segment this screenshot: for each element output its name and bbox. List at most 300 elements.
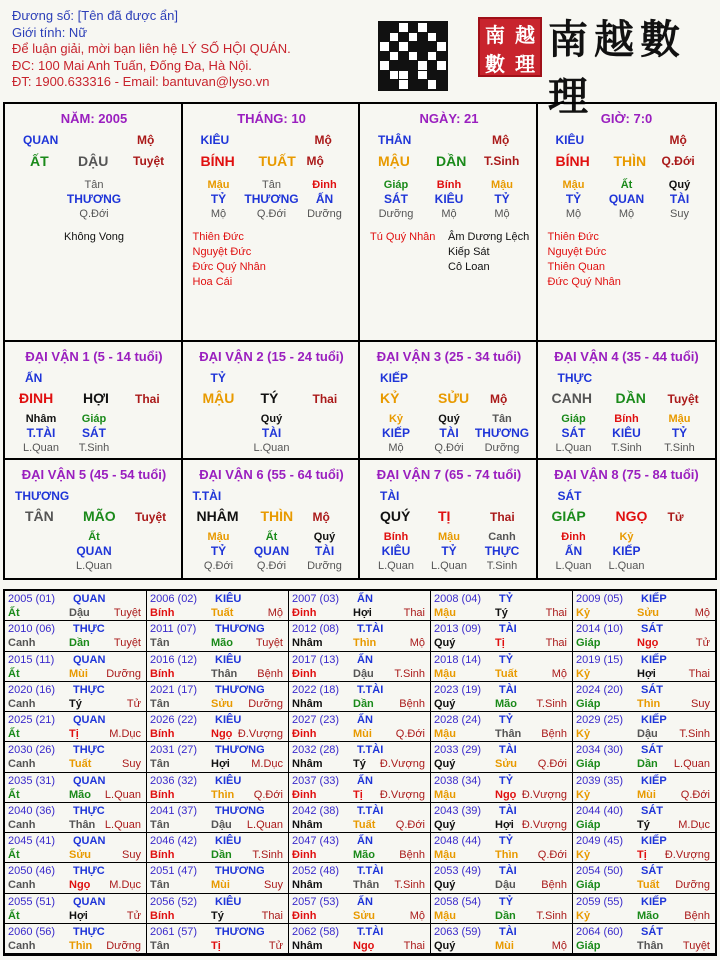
year-god: QUAN bbox=[73, 714, 106, 726]
year-label: 2059 (55) bbox=[576, 895, 624, 908]
luck-branch: NGỌ bbox=[615, 508, 648, 524]
year-stem: Mậu bbox=[434, 667, 456, 680]
year-stage: Mộ bbox=[409, 637, 425, 650]
luck-row-2 bbox=[5, 460, 715, 578]
year-stem: Mậu bbox=[434, 788, 456, 801]
year-stage: Q.Đới bbox=[395, 818, 425, 831]
luck-hidden-god: TÀI bbox=[439, 426, 459, 440]
year-god: THƯƠNG bbox=[215, 925, 265, 938]
year-stem: Bính bbox=[150, 788, 175, 801]
year-god: TỶ bbox=[499, 774, 514, 787]
luck-hidden-god: QUAN bbox=[76, 544, 112, 558]
luck-hidden-stem: Tân bbox=[492, 413, 512, 425]
year-cell bbox=[147, 863, 289, 893]
year-stem: Kỷ bbox=[576, 728, 591, 740]
year-label: 2028 (24) bbox=[434, 714, 482, 726]
year-branch: Mùi bbox=[637, 788, 656, 801]
luck-hidden-god: THƯƠNG bbox=[474, 426, 530, 440]
year-branch: Thìn bbox=[69, 939, 93, 952]
year-branch: Mão bbox=[637, 909, 659, 922]
year-god: ẤN bbox=[357, 835, 373, 847]
year-stage: Suy bbox=[122, 849, 141, 861]
pillar-1 bbox=[183, 104, 361, 340]
year-cell bbox=[431, 621, 573, 651]
year-label: 2012 (08) bbox=[292, 623, 340, 636]
year-cell bbox=[573, 894, 715, 924]
luck-hidden-stem: Ất bbox=[88, 531, 100, 543]
special-star: Đức Quý Nhân bbox=[192, 261, 266, 273]
year-god: T.TÀI bbox=[357, 865, 384, 878]
year-cell bbox=[573, 863, 715, 893]
luck-hidden-stage: L.Quan bbox=[22, 442, 60, 454]
year-cell bbox=[147, 894, 289, 924]
luck-hidden-stage: Q.Đới bbox=[256, 560, 287, 572]
luck-period-5 bbox=[5, 460, 183, 578]
year-stage: T.Sinh bbox=[394, 667, 425, 680]
year-stage: Dưỡng bbox=[248, 697, 283, 710]
year-god: SÁT bbox=[641, 925, 663, 938]
heavenly-stem: MẬU bbox=[378, 153, 410, 169]
year-cell bbox=[431, 863, 573, 893]
year-cell bbox=[431, 833, 573, 863]
year-stem: Kỷ bbox=[576, 667, 591, 680]
year-cell bbox=[147, 682, 289, 712]
year-branch: Dậu bbox=[637, 728, 658, 740]
year-label: 2007 (03) bbox=[292, 593, 340, 605]
year-branch: Thân bbox=[353, 879, 380, 892]
year-cell bbox=[573, 773, 715, 803]
hidden-god: TỶ bbox=[494, 192, 510, 206]
year-cell bbox=[431, 652, 573, 682]
hidden-stem: Quý bbox=[668, 179, 691, 191]
luck-stage: Mộ bbox=[312, 510, 330, 524]
luck-branch: TÝ bbox=[260, 390, 279, 406]
luck-hidden-stage: L.Quan bbox=[253, 442, 290, 454]
year-stem: Đinh bbox=[292, 728, 317, 740]
year-stem: Canh bbox=[8, 637, 36, 650]
hidden-god: THƯƠNG bbox=[244, 192, 299, 206]
year-stem: Mậu bbox=[434, 909, 456, 922]
pillar-0 bbox=[5, 104, 183, 340]
year-cell bbox=[431, 894, 573, 924]
year-stem: Đinh bbox=[292, 788, 317, 801]
year-stem: Nhâm bbox=[292, 697, 323, 710]
year-label: 2020 (16) bbox=[8, 683, 56, 696]
year-god: KIẾP bbox=[641, 714, 667, 726]
year-cell bbox=[5, 773, 147, 803]
year-stage: Thai bbox=[403, 939, 425, 952]
hidden-god: KIÊU bbox=[434, 192, 464, 206]
year-branch: Sửu bbox=[211, 697, 234, 710]
address-line: ĐC: 100 Mai Anh Tuấn, Đống Đa, Hà Nội. bbox=[12, 57, 252, 73]
pillar-top-god: KIÊU bbox=[200, 133, 230, 147]
annual-luck-grid bbox=[3, 589, 717, 956]
year-label: 2048 (44) bbox=[434, 835, 482, 847]
year-branch: Dần bbox=[495, 909, 516, 922]
luck-title: ĐẠI VẬN 4 (35 - 44 tuổi) bbox=[554, 349, 699, 364]
year-branch: Sửu bbox=[69, 849, 92, 861]
luck-hidden-stem: Bính bbox=[614, 413, 639, 425]
year-cell bbox=[5, 652, 147, 682]
year-stem: Giáp bbox=[576, 879, 601, 892]
year-label: 2024 (20) bbox=[576, 683, 624, 696]
year-god: KIẾP bbox=[641, 835, 667, 847]
year-cell bbox=[147, 833, 289, 863]
year-god: QUAN bbox=[73, 774, 106, 787]
luck-hidden-stage: T.Sinh bbox=[486, 560, 518, 572]
year-god: T.TÀI bbox=[357, 804, 384, 817]
luck-stage: Tuyệt bbox=[667, 392, 699, 406]
year-god: ẤN bbox=[357, 895, 373, 908]
luck-stem: KỶ bbox=[380, 390, 400, 406]
year-stage: Suy bbox=[264, 879, 283, 892]
year-cell bbox=[147, 924, 289, 954]
year-stage: Q.Đới bbox=[253, 788, 283, 801]
luck-stage: Thai bbox=[135, 392, 160, 406]
year-god: ẤN bbox=[357, 714, 373, 726]
year-label: 2027 (23) bbox=[292, 714, 340, 726]
year-label: 2005 (01) bbox=[8, 593, 56, 605]
luck-hidden-god: THỰC bbox=[484, 544, 520, 558]
luck-branch: MÃO bbox=[83, 508, 116, 524]
luck-title: ĐẠI VẬN 8 (75 - 84 tuổi) bbox=[554, 467, 699, 482]
year-label: 2060 (56) bbox=[8, 925, 56, 938]
year-branch: Ngọ bbox=[637, 637, 659, 650]
luck-stage: Mộ bbox=[490, 392, 508, 406]
year-branch: Thìn bbox=[353, 637, 377, 650]
luck-title: ĐẠI VẬN 2 (15 - 24 tuổi) bbox=[199, 349, 344, 364]
hidden-stage: Mộ bbox=[494, 208, 510, 220]
year-stem: Canh bbox=[8, 879, 36, 892]
year-god: T.TÀI bbox=[357, 683, 384, 696]
year-stage: Đ.Vượng bbox=[237, 728, 283, 740]
year-stage: Mộ bbox=[694, 607, 710, 619]
hidden-stem: Bính bbox=[436, 179, 462, 191]
luck-hidden-god: TÀI bbox=[314, 544, 335, 558]
year-branch: Dậu bbox=[353, 667, 374, 680]
year-stage: Bệnh bbox=[257, 667, 283, 680]
hidden-stage: Dưỡng bbox=[307, 208, 342, 220]
year-stage: Tuyệt bbox=[255, 637, 283, 650]
year-branch: Thân bbox=[211, 667, 238, 680]
year-branch: Thân bbox=[637, 939, 664, 952]
hidden-god: ẤN bbox=[315, 192, 334, 206]
year-stem: Quý bbox=[434, 697, 456, 710]
year-cell bbox=[5, 742, 147, 772]
luck-period-4 bbox=[538, 342, 715, 458]
year-stem: Giáp bbox=[576, 818, 601, 831]
life-stage: Mộ bbox=[306, 154, 324, 168]
year-stage: Bệnh bbox=[541, 728, 567, 740]
year-branch: Sửu bbox=[637, 607, 660, 619]
year-stem: Bính bbox=[150, 728, 175, 740]
phone-email-line: ĐT: 1900.633316 - Email: bantuvan@lyso.vn bbox=[12, 74, 270, 89]
year-stage: Thai bbox=[545, 607, 567, 619]
earthly-branch: DẬU bbox=[78, 153, 109, 169]
year-god: SÁT bbox=[641, 865, 663, 878]
year-cell bbox=[573, 924, 715, 954]
luck-hidden-god: KIẾP bbox=[612, 544, 641, 558]
year-cell bbox=[431, 591, 573, 621]
year-label: 2052 (48) bbox=[292, 865, 340, 878]
pillar-title: THÁNG: 10 bbox=[237, 111, 306, 126]
year-stage: Thai bbox=[403, 607, 425, 619]
special-star: Cô Loan bbox=[448, 261, 490, 273]
year-stem: Nhâm bbox=[292, 818, 323, 831]
year-cell bbox=[573, 712, 715, 742]
year-branch: Dậu bbox=[495, 879, 516, 892]
special-star: Thiên Đức bbox=[192, 231, 244, 243]
hidden-stem: Tân bbox=[84, 179, 104, 191]
year-branch: Tị bbox=[495, 637, 505, 650]
luck-period-7 bbox=[360, 460, 538, 578]
year-cell bbox=[5, 591, 147, 621]
year-god: TÀI bbox=[499, 865, 517, 878]
year-cell bbox=[147, 742, 289, 772]
hidden-stage: Suy bbox=[670, 208, 689, 220]
hidden-stem: Đinh bbox=[312, 179, 337, 191]
year-label: 2011 (07) bbox=[150, 623, 197, 636]
year-stem: Ất bbox=[8, 607, 20, 619]
pillar-top-stage: Mộ bbox=[492, 133, 510, 147]
year-god: KIÊU bbox=[215, 653, 242, 666]
luck-stem: QUÝ bbox=[380, 508, 411, 524]
luck-hidden-stem: Kỷ bbox=[388, 413, 404, 425]
year-cell bbox=[5, 924, 147, 954]
year-god: QUAN bbox=[73, 653, 106, 666]
luck-hidden-stem: Bính bbox=[383, 531, 409, 543]
year-god: KIÊU bbox=[215, 774, 242, 787]
year-stage: Bệnh bbox=[541, 879, 567, 892]
luck-stem: NHÂM bbox=[196, 508, 239, 524]
year-god: KIẾP bbox=[641, 653, 667, 666]
luck-hidden-stem: Giáp bbox=[81, 413, 107, 425]
year-stem: Nhâm bbox=[292, 758, 323, 771]
year-stem: Đinh bbox=[292, 667, 317, 680]
life-stage: Tuyệt bbox=[133, 154, 165, 168]
luck-stem: MẬU bbox=[202, 390, 235, 406]
year-god: T.TÀI bbox=[357, 623, 384, 636]
year-label: 2006 (02) bbox=[150, 593, 198, 605]
luck-branch: SỬU bbox=[438, 390, 470, 406]
year-cell bbox=[147, 652, 289, 682]
header-info bbox=[12, 8, 291, 91]
year-label: 2057 (53) bbox=[292, 895, 340, 908]
pillar-top-god: THÂN bbox=[378, 133, 412, 147]
year-god: THỰC bbox=[73, 865, 105, 878]
heavenly-stem: BÍNH bbox=[200, 153, 235, 169]
luck-hidden-god: TỶ bbox=[210, 544, 227, 558]
year-stem: Mậu bbox=[434, 728, 456, 740]
year-stage: Mộ bbox=[551, 939, 567, 952]
luck-top-god: TỶ bbox=[210, 371, 226, 385]
year-cell bbox=[289, 652, 431, 682]
year-god: T.TÀI bbox=[357, 925, 384, 938]
year-branch: Hợi bbox=[637, 667, 656, 680]
year-god: KIÊU bbox=[215, 714, 242, 726]
year-cell bbox=[431, 682, 573, 712]
year-branch: Ngọ bbox=[211, 728, 233, 740]
special-star: Nguyệt Đức bbox=[547, 246, 607, 258]
year-cell bbox=[289, 833, 431, 863]
luck-stage: Thai bbox=[312, 392, 338, 406]
hidden-god: SÁT bbox=[384, 192, 408, 206]
hidden-god: QUAN bbox=[608, 192, 645, 206]
year-stem: Nhâm bbox=[292, 637, 323, 650]
year-stem: Tân bbox=[150, 758, 170, 771]
year-stem: Đinh bbox=[292, 607, 317, 619]
year-god: SÁT bbox=[641, 623, 663, 636]
year-branch: Thân bbox=[495, 728, 522, 740]
year-cell bbox=[289, 924, 431, 954]
heavenly-stem: BÍNH bbox=[555, 153, 590, 169]
year-god: TỶ bbox=[499, 714, 514, 726]
year-cell bbox=[289, 742, 431, 772]
luck-hidden-stage: T.Sinh bbox=[78, 442, 110, 454]
year-god: ẤN bbox=[357, 653, 373, 666]
year-stem: Bính bbox=[150, 607, 175, 619]
year-stage: Thai bbox=[688, 667, 710, 680]
year-stem: Giáp bbox=[576, 758, 601, 771]
year-stem: Ất bbox=[8, 849, 20, 861]
luck-hidden-stem: Giáp bbox=[561, 413, 586, 425]
chart-table bbox=[3, 102, 717, 580]
year-label: 2049 (45) bbox=[576, 835, 624, 847]
year-cell bbox=[431, 803, 573, 833]
year-cell bbox=[147, 712, 289, 742]
year-stage: Tuyệt bbox=[682, 939, 710, 952]
year-cell bbox=[573, 833, 715, 863]
year-label: 2035 (31) bbox=[8, 774, 56, 787]
year-stem: Canh bbox=[8, 758, 36, 771]
luck-stem: ĐINH bbox=[19, 390, 54, 406]
year-branch: Thân bbox=[69, 818, 96, 831]
year-label: 2036 (32) bbox=[150, 774, 198, 787]
luck-hidden-stem: Mậu bbox=[438, 531, 460, 543]
year-cell bbox=[289, 863, 431, 893]
year-label: 2030 (26) bbox=[8, 744, 56, 757]
luck-hidden-stem: Quý bbox=[438, 413, 460, 425]
luck-hidden-stem: Quý bbox=[260, 413, 283, 425]
year-branch: Ngọ bbox=[353, 939, 375, 952]
luck-branch: DẦN bbox=[615, 390, 646, 406]
year-branch: Hợi bbox=[495, 818, 514, 831]
year-branch: Tý bbox=[637, 818, 650, 831]
hidden-stem: Mậu bbox=[491, 179, 513, 191]
year-cell bbox=[5, 803, 147, 833]
year-label: 2053 (49) bbox=[434, 865, 482, 878]
year-cell bbox=[5, 833, 147, 863]
year-god: SÁT bbox=[641, 683, 663, 696]
year-stage: Đ.Vượng bbox=[379, 758, 425, 771]
year-label: 2038 (34) bbox=[434, 774, 482, 787]
year-god: TÀI bbox=[499, 925, 517, 938]
year-branch: Dần bbox=[69, 637, 90, 650]
year-god: TÀI bbox=[499, 683, 517, 696]
year-god: THỰC bbox=[73, 804, 105, 817]
hidden-stem: Ất bbox=[620, 179, 633, 191]
luck-hidden-stage: Q.Đới bbox=[203, 560, 234, 572]
year-branch: Tuất bbox=[69, 758, 92, 771]
year-branch: Tý bbox=[69, 697, 82, 710]
hidden-god: TỶ bbox=[565, 192, 582, 206]
year-god: KIẾP bbox=[641, 895, 667, 908]
luck-top-god: TÀI bbox=[380, 489, 400, 503]
luck-hidden-god: TỶ bbox=[441, 544, 457, 558]
hidden-god: TÀI bbox=[669, 192, 690, 206]
year-god: QUAN bbox=[73, 593, 106, 605]
year-cell bbox=[431, 712, 573, 742]
year-stem: Ất bbox=[8, 667, 20, 680]
year-stem: Kỷ bbox=[576, 788, 591, 801]
year-stage: L.Quan bbox=[673, 758, 710, 771]
year-label: 2025 (21) bbox=[8, 714, 56, 726]
luck-hidden-stem: Nhâm bbox=[25, 413, 57, 425]
pillar-title: GIỜ: 7:0 bbox=[600, 111, 653, 126]
year-stage: Dưỡng bbox=[106, 667, 141, 680]
year-label: 2008 (04) bbox=[434, 593, 482, 605]
year-stem: Giáp bbox=[576, 637, 601, 650]
luck-period-1 bbox=[5, 342, 183, 458]
year-cell bbox=[573, 591, 715, 621]
year-stage: Bệnh bbox=[684, 909, 710, 922]
special-star: Hoa Cái bbox=[192, 276, 233, 288]
brand-calligraphy: 南越數理 bbox=[548, 16, 686, 120]
year-stage: T.Sinh bbox=[394, 879, 425, 892]
year-label: 2033 (29) bbox=[434, 744, 482, 757]
year-label: 2029 (25) bbox=[576, 714, 624, 726]
year-branch: Mùi bbox=[211, 879, 230, 892]
year-branch: Mão bbox=[495, 697, 517, 710]
year-label: 2037 (33) bbox=[292, 774, 340, 787]
year-cell bbox=[573, 652, 715, 682]
luck-top-god: SÁT bbox=[557, 489, 582, 503]
year-branch: Sửu bbox=[495, 758, 518, 771]
year-stem: Mậu bbox=[434, 607, 456, 619]
year-cell bbox=[289, 712, 431, 742]
pillar-top-god: KIÊU bbox=[555, 133, 585, 147]
heavenly-stem: ẤT bbox=[30, 153, 49, 169]
luck-hidden-stem: Ất bbox=[265, 531, 278, 543]
earthly-branch: DẦN bbox=[436, 153, 467, 169]
year-label: 2018 (14) bbox=[434, 653, 482, 666]
luck-hidden-stage: Mộ bbox=[388, 442, 404, 454]
year-stage: Mộ bbox=[409, 909, 425, 922]
year-branch: Tuất bbox=[637, 879, 660, 892]
year-stage: Thai bbox=[545, 637, 567, 650]
year-label: 2056 (52) bbox=[150, 895, 198, 908]
year-stem: Đinh bbox=[292, 909, 317, 922]
year-label: 2026 (22) bbox=[150, 714, 198, 726]
year-label: 2047 (43) bbox=[292, 835, 340, 847]
year-stage: L.Quan bbox=[246, 818, 283, 831]
year-cell bbox=[147, 773, 289, 803]
year-stem: Đinh bbox=[292, 849, 317, 861]
year-branch: Hợi bbox=[211, 758, 230, 771]
year-branch: Ngọ bbox=[495, 788, 517, 801]
year-branch: Mùi bbox=[495, 939, 514, 952]
year-stage: Đ.Vượng bbox=[379, 788, 425, 801]
year-stage: T.Sinh bbox=[679, 728, 710, 740]
year-branch: Ngọ bbox=[69, 879, 91, 892]
year-cell bbox=[573, 803, 715, 833]
year-god: TỶ bbox=[499, 895, 514, 908]
hidden-stage: Mộ bbox=[618, 208, 635, 220]
year-stem: Tân bbox=[150, 818, 170, 831]
year-cell bbox=[5, 894, 147, 924]
year-cell bbox=[289, 591, 431, 621]
special-star: Tú Quý Nhân bbox=[370, 231, 436, 243]
